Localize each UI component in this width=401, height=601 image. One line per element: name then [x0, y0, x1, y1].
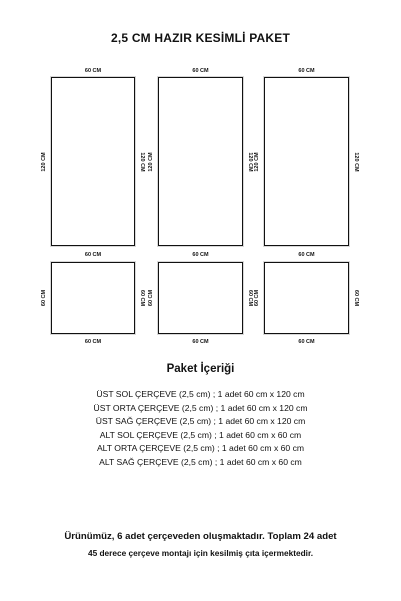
dim-alt-sol-bottom: 60 CM — [84, 339, 102, 345]
frame-ust-orta — [158, 77, 243, 246]
page-title: 2,5 CM HAZIR KESİMLİ PAKET — [111, 31, 290, 45]
dim-ust-sag-bottom: 60 CM — [298, 252, 315, 258]
contents-list — [0, 388, 401, 469]
dim-alt-sag-left: 60 CM — [254, 289, 260, 307]
list-item: ALT SOL ÇERÇEVE (2,5 cm) ; 1 adet 60 cm x 60 cm — [99, 429, 302, 440]
frame-alt-orta — [158, 262, 243, 334]
frame-ust-sol — [51, 77, 135, 246]
dim-ust-sol-bottom: 60 CM — [84, 252, 102, 258]
footer-line-2: 45 derece çerçeve montajı için kesilmiş çıta içermektedir. — [87, 548, 314, 558]
dim-alt-orta-left: 60 CM — [148, 289, 154, 307]
list-item: ALT ORTA ÇERÇEVE (2,5 cm) ; 1 adet 60 cm x 60 cm — [96, 443, 305, 453]
dim-alt-sag-bottom: 60 CM — [298, 339, 315, 345]
dim-alt-sag-right: 60 CM — [353, 289, 359, 307]
dim-ust-sol-top: 60 CM — [84, 68, 102, 74]
dim-alt-sol-left: 60 CM — [41, 289, 47, 307]
dim-ust-sol-left: 120 CM — [41, 152, 47, 172]
list-item: ÜST SAĞ ÇERÇEVE (2,5 cm) ; 1 adet 60 cm x 120 cm — [95, 416, 306, 426]
dim-ust-orta-top: 60 CM — [192, 68, 209, 74]
footer-line-1: Ürünümüz, 6 adet çerçeveden oluşmaktadır. Toplam 24 adet — [64, 531, 337, 542]
dim-ust-orta-bottom: 60 CM — [192, 252, 209, 258]
frame-alt-sag — [264, 262, 349, 334]
list-item: ALT SAĞ ÇERÇEVE (2,5 cm) ; 1 adet 60 cm x 60 cm — [99, 456, 302, 467]
dim-ust-sag-left: 120 CM — [254, 152, 260, 172]
dim-alt-orta-right: 60 CM — [247, 289, 253, 307]
list-item: ÜST ORTA ÇERÇEVE (2,5 cm) ; 1 adet 60 cm x 120 cm — [93, 402, 308, 413]
dim-ust-sag-top: 60 CM — [298, 68, 315, 74]
dim-ust-orta-left: 120 CM — [148, 152, 154, 172]
frame-alt-sol — [51, 262, 135, 334]
dim-ust-sol-right: 120 CM — [139, 152, 145, 172]
dim-alt-orta-bottom: 60 CM — [192, 339, 209, 345]
dim-ust-sag-right: 120 CM — [353, 152, 359, 172]
list-item: ÜST SOL ÇERÇEVE (2,5 cm) ; 1 adet 60 cm x 120 cm — [96, 389, 305, 399]
frame-ust-sag — [264, 77, 349, 246]
dim-alt-sol-right: 60 CM — [139, 289, 145, 307]
dim-ust-orta-right: 120 CM — [247, 152, 253, 172]
contents-title: Paket İçeriği — [166, 363, 235, 375]
